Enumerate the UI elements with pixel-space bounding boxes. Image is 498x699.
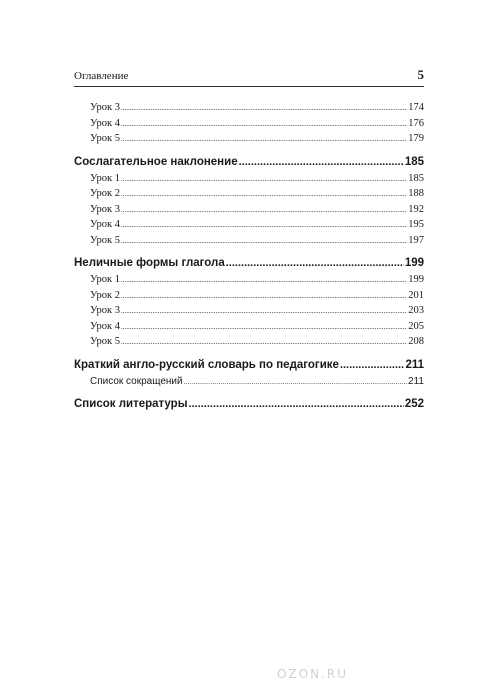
dot-leader [184,375,407,391]
toc-entry-lesson [74,116,424,132]
toc-entry-label: Список сокращений [90,375,183,387]
toc-entry-page: 174 [408,102,424,113]
dot-leader [121,187,407,203]
toc-section-label: Сослагательное наклонение [74,155,238,168]
toc-entry-label: Урок 5 [90,234,120,246]
toc-entry-lesson [74,202,424,218]
toc-entry-page: 185 [408,172,424,184]
toc-entry-label: Урок 4 [90,219,120,230]
toc-section-nonfinite-verbs [74,255,424,272]
toc-entry-label: Урок 3 [90,305,120,316]
toc-entry-page: 199 [408,274,424,285]
toc-entry-lesson [74,288,424,304]
dot-leader [121,234,407,250]
toc-section-subjunctive [74,154,424,171]
dot-leader [121,172,407,188]
table-of-contents [74,100,424,413]
toc-entry-lesson [74,171,424,187]
toc-entry-page: 211 [408,375,424,387]
toc-entry-label: Урок 3 [90,203,120,215]
toc-entry-page: 188 [408,188,424,199]
toc-entry-label: Урок 4 [90,117,120,129]
toc-entry-label: Урок 4 [90,320,120,332]
dot-leader [340,357,405,374]
toc-entry-page: 176 [408,117,424,129]
page-number: 5 [417,67,424,82]
running-header [74,66,424,87]
toc-entry-lesson [74,217,424,233]
toc-entry-lesson [74,100,424,116]
dot-leader [121,335,407,351]
toc-entry-page: 208 [408,336,424,347]
toc-entry-page: 195 [408,219,424,230]
dot-leader [121,273,407,289]
dot-leader [239,154,404,171]
dot-leader [189,396,404,413]
toc-section-page: 211 [405,358,424,371]
toc-entry-page: 179 [408,133,424,144]
toc-entry-lesson [74,233,424,249]
toc-entry-lesson [74,303,424,319]
toc-entry-lesson [74,334,424,350]
toc-entry-label: Урок 2 [90,188,120,199]
toc-entry-label: Урок 1 [90,172,120,184]
toc-entry-abbreviations [74,374,424,390]
dot-leader [121,203,407,219]
toc-entry-page: 201 [408,289,424,301]
toc-section-page: 199 [404,257,424,269]
toc-entry-page: 197 [408,234,424,246]
toc-entry-page: 205 [408,320,424,332]
dot-leader [121,132,407,148]
toc-entry-page: 203 [408,305,424,316]
toc-section-dictionary [74,357,424,374]
toc-entry-page: 192 [408,203,424,215]
watermark: OZON.RU [276,667,348,681]
dot-leader [226,255,404,272]
toc-section-label: Краткий англо-русский словарь по педагогике [74,358,339,371]
toc-entry-lesson [74,186,424,202]
toc-section-bibliography [74,396,424,413]
dot-leader [121,320,407,336]
dot-leader [121,117,407,133]
running-header-title: Оглавление [74,70,129,82]
dot-leader [121,218,407,234]
toc-entry-lesson [74,319,424,335]
toc-entry-lesson [74,131,424,147]
toc-entry-label: Урок 1 [90,274,120,285]
toc-section-page: 252 [404,398,424,410]
toc-section-label: Список литературы [74,398,188,410]
toc-section-label: Неличные формы глагола [74,257,225,269]
dot-leader [121,304,407,320]
dot-leader [121,101,407,117]
toc-entry-label: Урок 3 [90,102,120,113]
toc-entry-label: Урок 5 [90,336,120,347]
toc-entry-lesson [74,272,424,288]
toc-entry-label: Урок 5 [90,133,120,144]
toc-entry-label: Урок 2 [90,289,120,301]
dot-leader [121,289,407,305]
toc-section-page: 185 [404,155,424,168]
